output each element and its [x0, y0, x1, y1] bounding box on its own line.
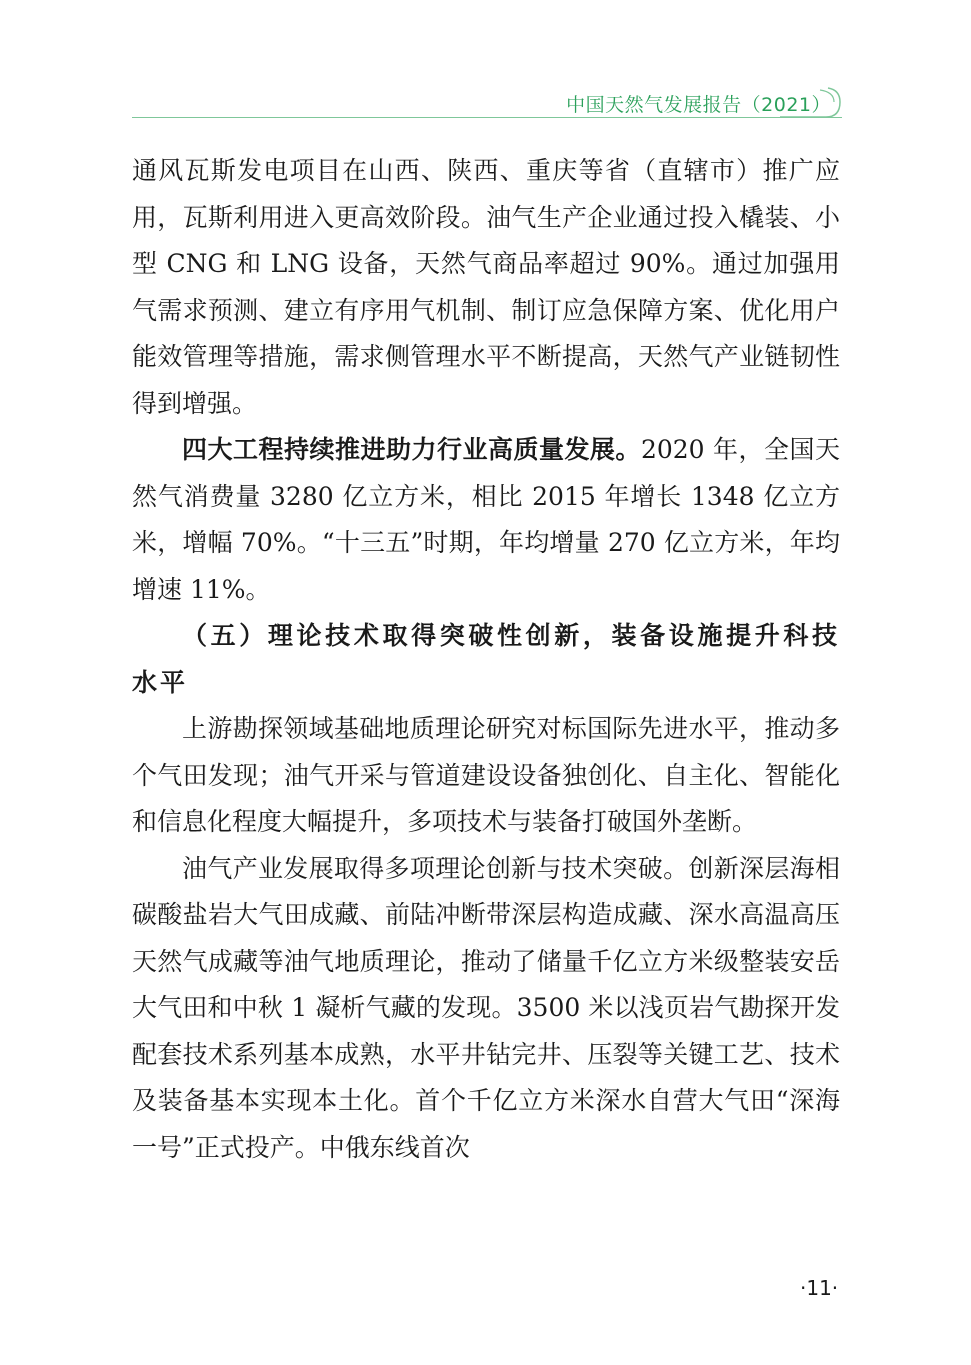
section-heading: （五）理论技术取得突破性创新，装备设施提升科技水平: [132, 621, 840, 697]
paragraph-4: 油气产业发展取得多项理论创新与技术突破。创新深层海相碳酸盐岩大气田成藏、前陆冲断带深层构造成藏、深水高温高压天然气成藏等油气地质理论，推动了储量千亿立方米级整装安岳大气田和中秋 1 凝析气藏的发现。3500 米以浅页岩气勘探开发配套技术系列基本成熟，水平井钻完井、压裂等关键工艺、技术及装备基本实现本土化。首个千亿立方米深水自营大气田“深海一号”正式投产。中俄东线首次: [132, 853, 840, 1162]
paragraph-3: 上游勘探领域基础地质理论研究对标国际先进水平，推动多个气田发现；油气开采与管道建设设备独创化、自主化、智能化和信息化程度大幅提升，多项技术与装备打破国外垄断。: [132, 714, 840, 836]
running-header-title: 中国天然气发展报告（2021）: [566, 94, 831, 116]
page-number: ·11·: [800, 1276, 839, 1300]
paragraph-2-lead: 四大工程持续推进助力行业高质量发展。: [182, 435, 641, 464]
header-rule: [132, 117, 842, 118]
paragraph-2-text: 2020 年，全国天然气消费量 3280 亿立方米，相比 2015 年增长 1348 亿立方米，增幅 70%。“十三五”时期，年均增量 270 亿立方米，年均增速 11%。: [132, 435, 841, 604]
page-body: [132, 148, 840, 1171]
paragraph-2: [132, 427, 840, 613]
paragraph-1: 通风瓦斯发电项目在山西、陕西、重庆等省（直辖市）推广应用，瓦斯利用进入更高效阶段。油气生产企业通过投入橇装、小型 CNG 和 LNG 设备，天然气商品率超过 90%。通过加强用气需求预测、建立有序用气机制、制订应急保障方案、优化用户能效管理等措施，需求侧管理水平不断提高，天然气产业链韧性得到增强。: [132, 156, 840, 418]
